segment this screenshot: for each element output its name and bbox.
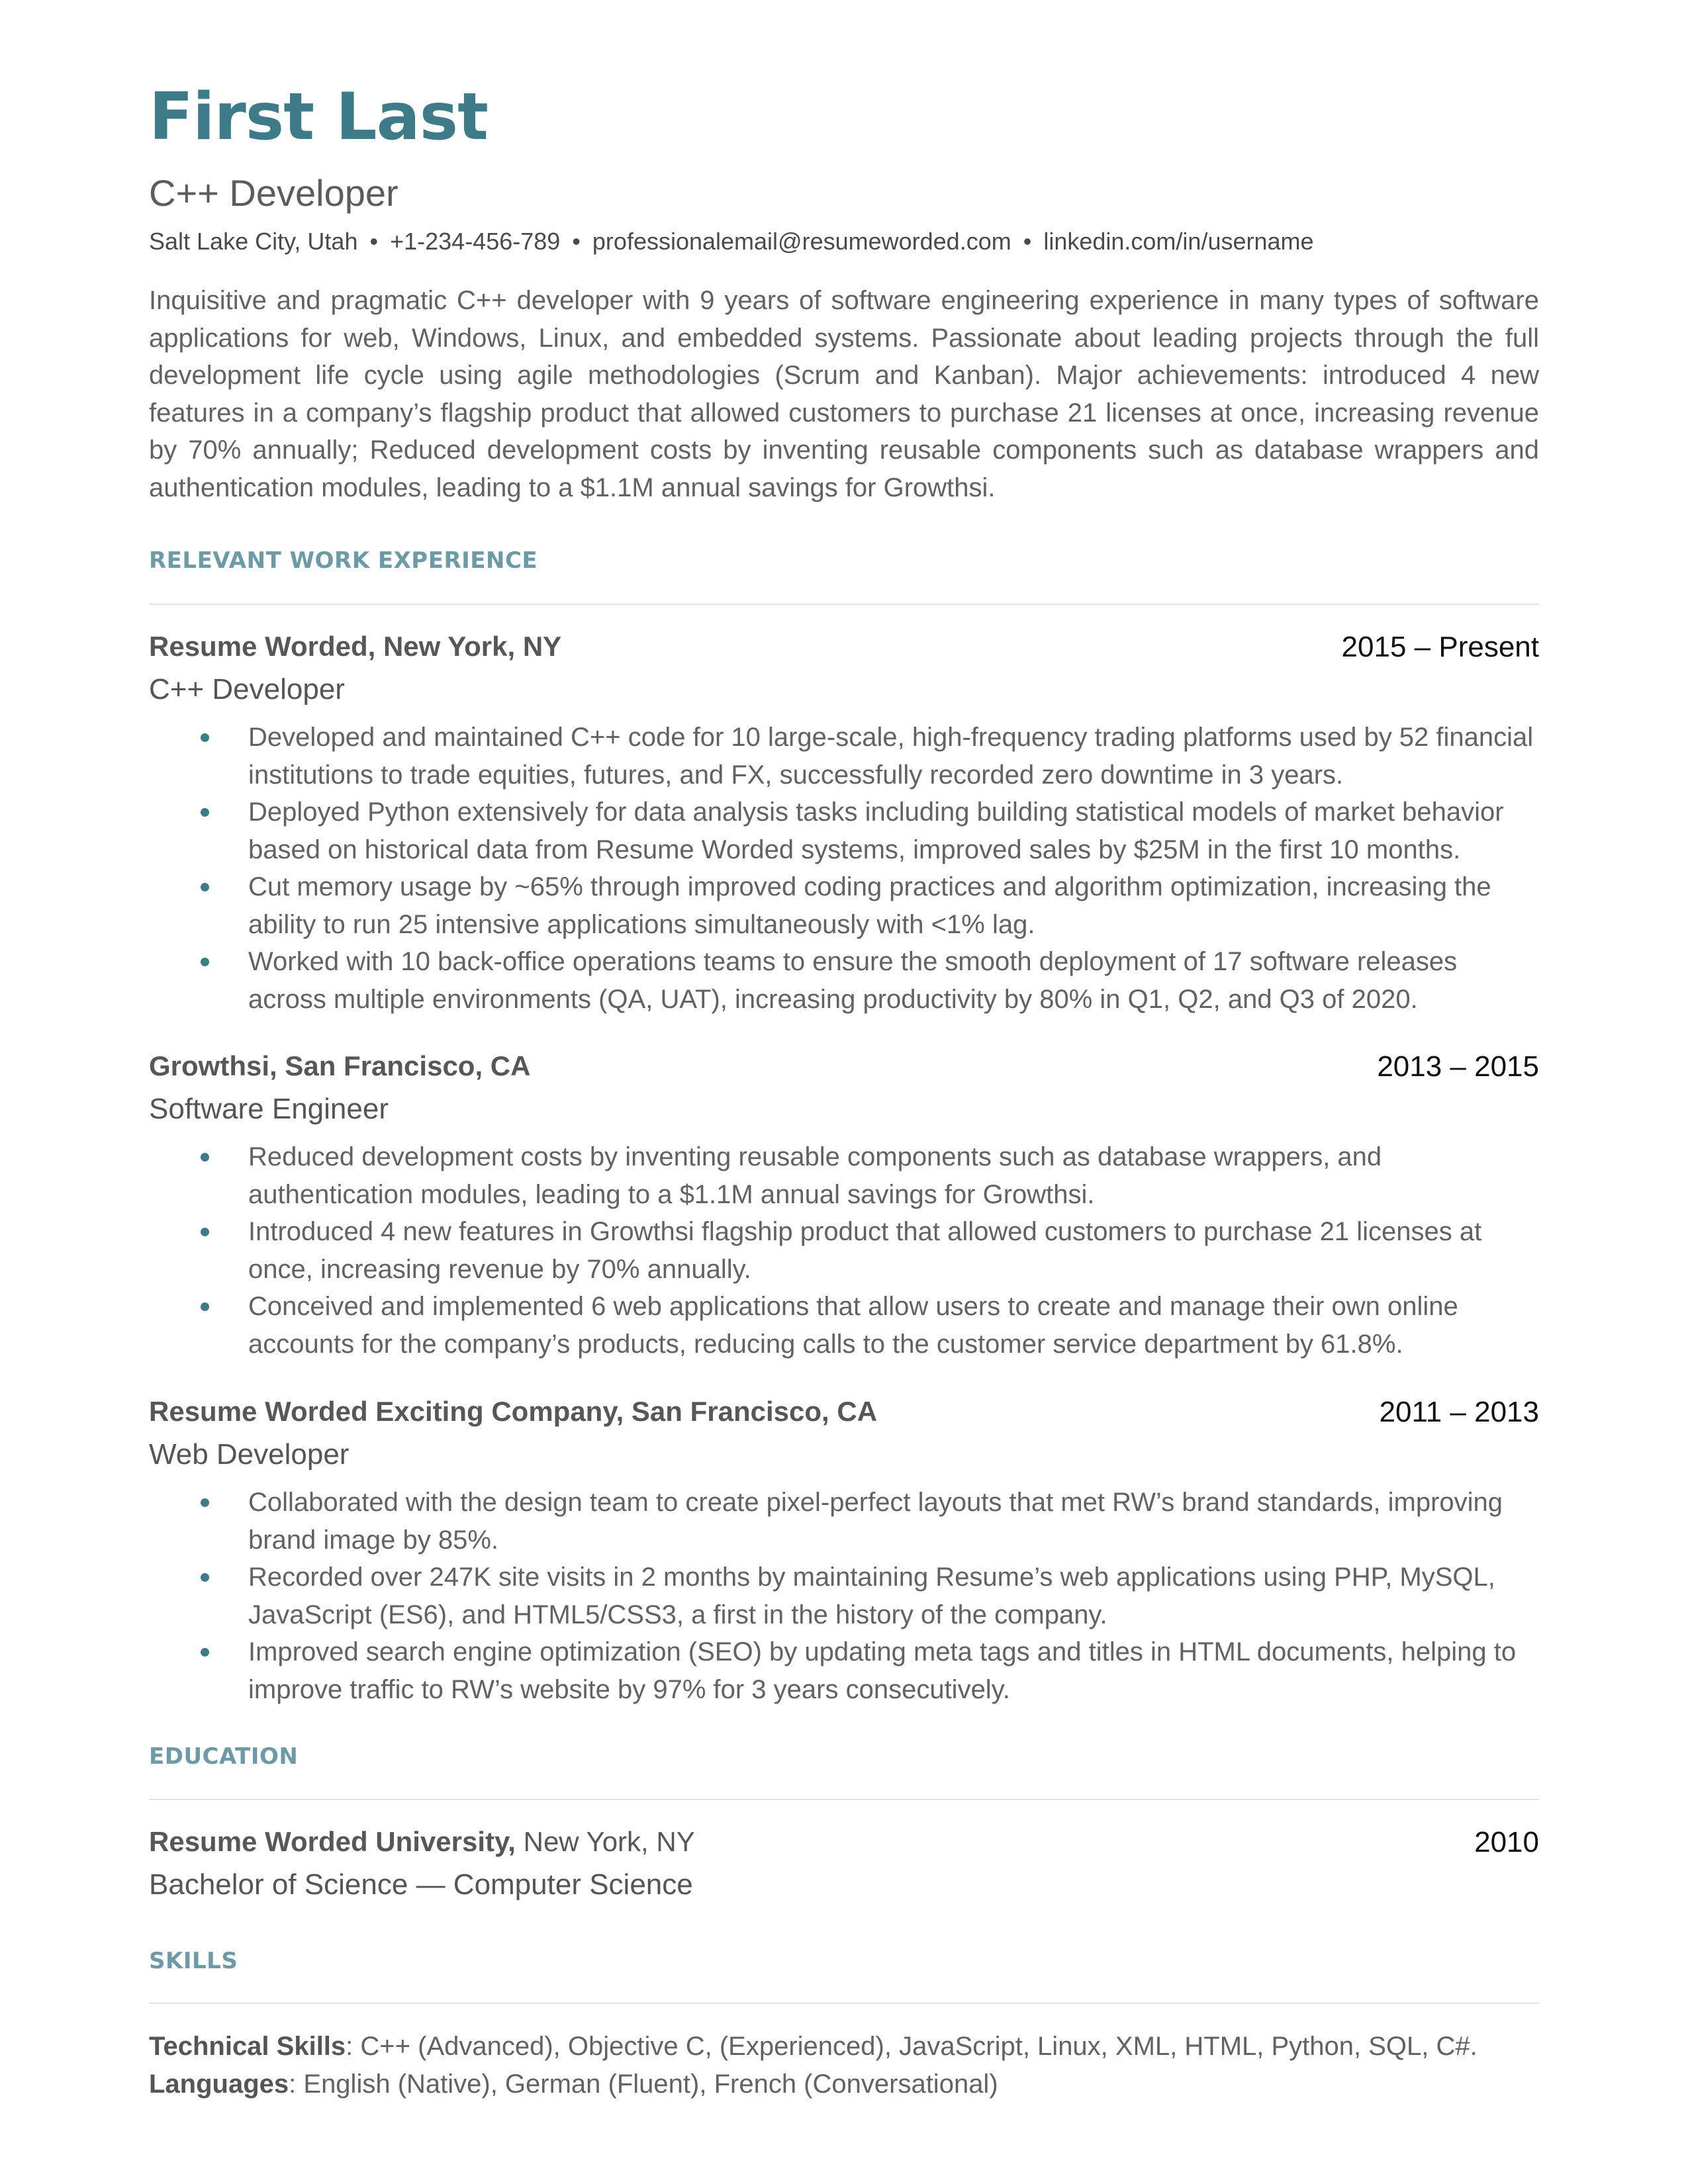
education-school-line bbox=[149, 1828, 695, 1856]
section-divider bbox=[149, 604, 1539, 605]
job-dates: 2015 – Present bbox=[1341, 631, 1539, 663]
job-bullet bbox=[149, 943, 1539, 1018]
job-bullet-list bbox=[149, 1484, 1539, 1708]
job-bullet-text: Recorded over 247K site visits in 2 months by maintaining Resume’s web applications using PHP, MySQL, JavaScript (ES6), and HTML5/CSS3, a first in the history of the company. bbox=[248, 1563, 1495, 1629]
bullet-dot bbox=[201, 1228, 209, 1236]
contact-separator: • bbox=[1023, 228, 1032, 255]
section-divider bbox=[149, 2003, 1539, 2004]
bullet-dot bbox=[201, 1573, 209, 1582]
job-bullet-text: Cut memory usage by ~65% through improved coding practices and algorithm optimization, increasing the ability to run 25 intensive applications simultaneously with <1% lag. bbox=[248, 872, 1491, 939]
contact-line bbox=[149, 230, 1314, 253]
contact-phone: +1-234-456-789 bbox=[390, 228, 561, 255]
bullet-dot bbox=[201, 1302, 209, 1311]
job-company: Resume Worded Exciting Company, San Francisco, CA bbox=[149, 1396, 878, 1427]
skills-block bbox=[149, 2028, 1539, 2103]
job-bullet-text: Conceived and implemented 6 web applications that allow users to create and manage their own online accounts for the company’s products, reducing calls to the customer service department by 61.8%. bbox=[248, 1292, 1458, 1359]
job-bullet bbox=[149, 794, 1539, 868]
job-bullet-text: Introduced 4 new features in Growthsi flagship product that allowed customers to purchase 21 licenses at once, increasing revenue by 70% annually. bbox=[248, 1217, 1482, 1284]
section-heading-education: EDUCATION bbox=[149, 1743, 299, 1770]
job-bullet bbox=[149, 1633, 1539, 1708]
job-bullet-text: Developed and maintained C++ code for 10 large-scale, high-frequency trading platforms used by 52 financial institutions to trade equities, futures, and FX, successfully recorded zero downtime in 3 years. bbox=[248, 723, 1534, 790]
summary-paragraph: Inquisitive and pragmatic C++ developer with 9 years of software engineering experience in many types of software applications for web, Windows, Linux, and embedded systems. Passionate about leading projects through the full development life cycle using agile methodologies (Scrum and Kanban). Major achievements: introduced 4 new features in a company’s flagship product that allowed customers to purchase 21 licenses at once, increasing revenue by 70% annually; Reduced development costs by inventing reusable components such as database wrappers and authentication modules, leading to a $1.1M annual savings for Growthsi. bbox=[149, 286, 1539, 502]
section-divider bbox=[149, 1799, 1539, 1800]
skills-languages-value: : English (Native), German (Fluent), French (Conversational) bbox=[289, 2069, 998, 2099]
job-bullet bbox=[149, 719, 1539, 794]
skills-technical-label: Technical Skills bbox=[149, 2032, 346, 2061]
skills-languages-label: Languages bbox=[149, 2069, 289, 2099]
job-bullet bbox=[149, 868, 1539, 943]
job-title: Software Engineer bbox=[149, 1093, 389, 1125]
contact-email[interactable]: professionalemail@resumeworded.com bbox=[592, 228, 1011, 255]
job-dates: 2011 – 2013 bbox=[1379, 1396, 1539, 1428]
job-title: Web Developer bbox=[149, 1438, 350, 1471]
skills-technical-value: : C++ (Advanced), Objective C, (Experienced), JavaScript, Linux, XML, HTML, Python, SQL, C#. bbox=[346, 2032, 1477, 2061]
job-bullet-text: Collaborated with the design team to create pixel-perfect layouts that met RW’s brand standards, improving brand image by 85%. bbox=[248, 1488, 1503, 1555]
job-dates: 2013 – 2015 bbox=[1377, 1050, 1539, 1083]
job-bullet-text: Worked with 10 back-office operations teams to ensure the smooth deployment of 17 software releases across multiple environments (QA, UAT), increasing productivity by 80% in Q1, Q2, and Q3 of 2020. bbox=[248, 947, 1458, 1014]
section-heading-skills: SKILLS bbox=[149, 1948, 238, 1974]
job-bullet bbox=[149, 1484, 1539, 1559]
job-bullet bbox=[149, 1288, 1539, 1363]
contact-linkedin[interactable]: linkedin.com/in/username bbox=[1043, 228, 1314, 255]
contact-separator: • bbox=[369, 228, 379, 255]
job-bullet-text: Improved search engine optimization (SEO) by updating meta tags and titles in HTML documents, helping to improve traffic to RW’s website by 97% for 3 years consecutively. bbox=[248, 1637, 1517, 1704]
job-bullet bbox=[149, 1138, 1539, 1213]
skills-languages-row bbox=[149, 2066, 1539, 2103]
section-heading-experience: RELEVANT WORK EXPERIENCE bbox=[149, 547, 538, 574]
contact-separator: • bbox=[572, 228, 581, 255]
job-company: Growthsi, San Francisco, CA bbox=[149, 1050, 531, 1081]
job-bullet bbox=[149, 1559, 1539, 1633]
candidate-name: First Last bbox=[149, 79, 488, 155]
job-company: Resume Worded, New York, NY bbox=[149, 631, 562, 662]
job-bullet-list bbox=[149, 1138, 1539, 1363]
bullet-dot bbox=[201, 1498, 209, 1507]
contact-location: Salt Lake City, Utah bbox=[149, 228, 358, 255]
education-location: New York, NY bbox=[523, 1826, 695, 1857]
bullet-dot bbox=[201, 808, 209, 817]
bullet-dot bbox=[201, 883, 209, 891]
bullet-dot bbox=[201, 1153, 209, 1161]
education-degree: Bachelor of Science — Computer Science bbox=[149, 1868, 693, 1901]
bullet-dot bbox=[201, 733, 209, 742]
job-bullet-text: Deployed Python extensively for data analysis tasks including building statistical models of market behavior based on historical data from Resume Worded systems, improved sales by $25M in the first 10 months. bbox=[248, 797, 1504, 864]
education-school: Resume Worded University, bbox=[149, 1826, 516, 1857]
job-title: C++ Developer bbox=[149, 673, 345, 705]
candidate-role: C++ Developer bbox=[149, 172, 399, 214]
job-bullet-list bbox=[149, 719, 1539, 1018]
education-year: 2010 bbox=[1474, 1826, 1539, 1858]
bullet-dot bbox=[201, 958, 209, 966]
skills-technical-row bbox=[149, 2028, 1539, 2066]
job-bullet-text: Reduced development costs by inventing reusable components such as database wrappers, and authentication modules, leading to a $1.1M annual savings for Growthsi. bbox=[248, 1142, 1382, 1209]
bullet-dot bbox=[201, 1648, 209, 1657]
job-bullet bbox=[149, 1213, 1539, 1288]
